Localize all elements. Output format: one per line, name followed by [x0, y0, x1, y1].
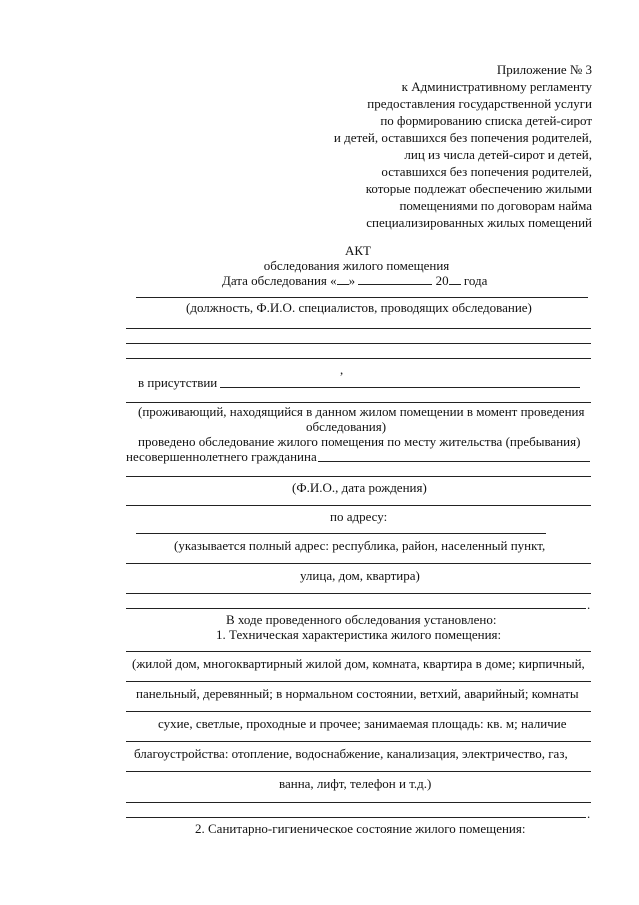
survey-date-line — [222, 273, 487, 288]
appendix-line-3: предоставления государственной услуги — [367, 96, 592, 111]
appendix-line-10: специализированных жилых помещений — [366, 215, 592, 230]
appendix-line-1: Приложение № 3 — [496, 62, 592, 77]
blank-line[interactable] — [126, 505, 591, 506]
specialists-caption: (должность, Ф.И.О. специалистов, проводящих обследование) — [186, 300, 532, 315]
tech-caption-5: ванна, лифт, телефон и т.д.) — [279, 776, 432, 791]
survey-line: проведено обследование жилого помещения по месту жительства (пребывания) — [138, 434, 581, 449]
blank-line[interactable] — [126, 802, 591, 803]
address-label: по адресу: — [330, 509, 388, 524]
fio-caption: (Ф.И.О., дата рождения) — [292, 480, 427, 495]
tech-caption-4: благоустройства: отопление, водоснабжение, канализация, электричество, газ, — [134, 746, 568, 761]
minor-label: несовершеннолетнего гражданина — [126, 449, 317, 464]
blank-line[interactable] — [126, 711, 591, 712]
blank-line[interactable] — [126, 771, 591, 772]
blank-line[interactable] — [126, 681, 591, 682]
date-prefix: Дата обследования « — [222, 273, 337, 288]
blank-line[interactable] — [126, 741, 591, 742]
blank-line[interactable] — [126, 402, 591, 403]
specialists-line[interactable] — [136, 297, 588, 298]
act-subtitle: обследования жилого помещения — [263, 258, 450, 273]
appendix-line-9: помещениями по договорам найма — [399, 198, 592, 213]
appendix-line-7: оставшихся без попечения родителей, — [381, 164, 592, 179]
section-2-heading: 2. Санитарно-гигиеническое состояние жилого помещения: — [195, 821, 526, 836]
section-1-heading: 1. Техническая характеристика жилого помещения: — [216, 627, 502, 642]
tech-caption-1: (жилой дом, многоквартирный жилой дом, комната, квартира в доме; кирпичный, — [132, 656, 585, 671]
address-field[interactable] — [136, 533, 546, 534]
date-mid: » — [348, 273, 359, 288]
date-month-blank[interactable] — [358, 273, 432, 285]
address-caption-1: (указывается полный адрес: республика, район, населенный пункт, — [174, 538, 546, 553]
blank-line[interactable] — [126, 593, 591, 594]
tech-caption-3: сухие, светлые, проходные и прочее; занимаемая площадь: кв. м; наличие — [158, 716, 567, 731]
appendix-line-6: лиц из числа детей-сирот и детей, — [404, 147, 592, 162]
blank-line[interactable] — [126, 343, 591, 344]
period-mark: . — [587, 597, 591, 612]
presence-field[interactable] — [220, 387, 580, 388]
blank-line[interactable] — [126, 563, 591, 564]
blank-line[interactable] — [126, 608, 586, 609]
resident-caption-1: (проживающий, находящийся в данном жилом помещении в момент проведения — [138, 404, 585, 419]
date-year-blank[interactable] — [449, 273, 461, 285]
findings-intro: В ходе проведенного обследования установлено: — [226, 612, 497, 627]
appendix-line-2: к Административному регламенту — [401, 79, 592, 94]
appendix-line-4: по формированию списка детей-сирот — [380, 113, 592, 128]
blank-line[interactable] — [126, 651, 591, 652]
period-mark: . — [587, 806, 591, 821]
tech-caption-2: панельный, деревянный; в нормальном состоянии, ветхий, аварийный; комнаты — [136, 686, 579, 701]
act-title: АКТ — [345, 243, 371, 258]
comma-mark: , — [340, 362, 344, 377]
date-suffix: года — [460, 273, 488, 288]
blank-line[interactable] — [126, 358, 591, 359]
resident-caption-2: обследования) — [306, 419, 387, 434]
appendix-line-5: и детей, оставшихся без попечения родителей, — [333, 130, 592, 145]
blank-line[interactable] — [126, 817, 586, 818]
blank-line[interactable] — [126, 328, 591, 329]
address-caption-2: улица, дом, квартира) — [300, 568, 420, 583]
blank-line[interactable] — [126, 476, 591, 477]
presence-label: в присутствии — [138, 375, 218, 390]
date-year: 20 — [435, 273, 449, 288]
appendix-line-8: которые подлежат обеспечению жилыми — [365, 181, 592, 196]
minor-field[interactable] — [318, 461, 590, 462]
date-day-blank[interactable] — [337, 273, 349, 285]
